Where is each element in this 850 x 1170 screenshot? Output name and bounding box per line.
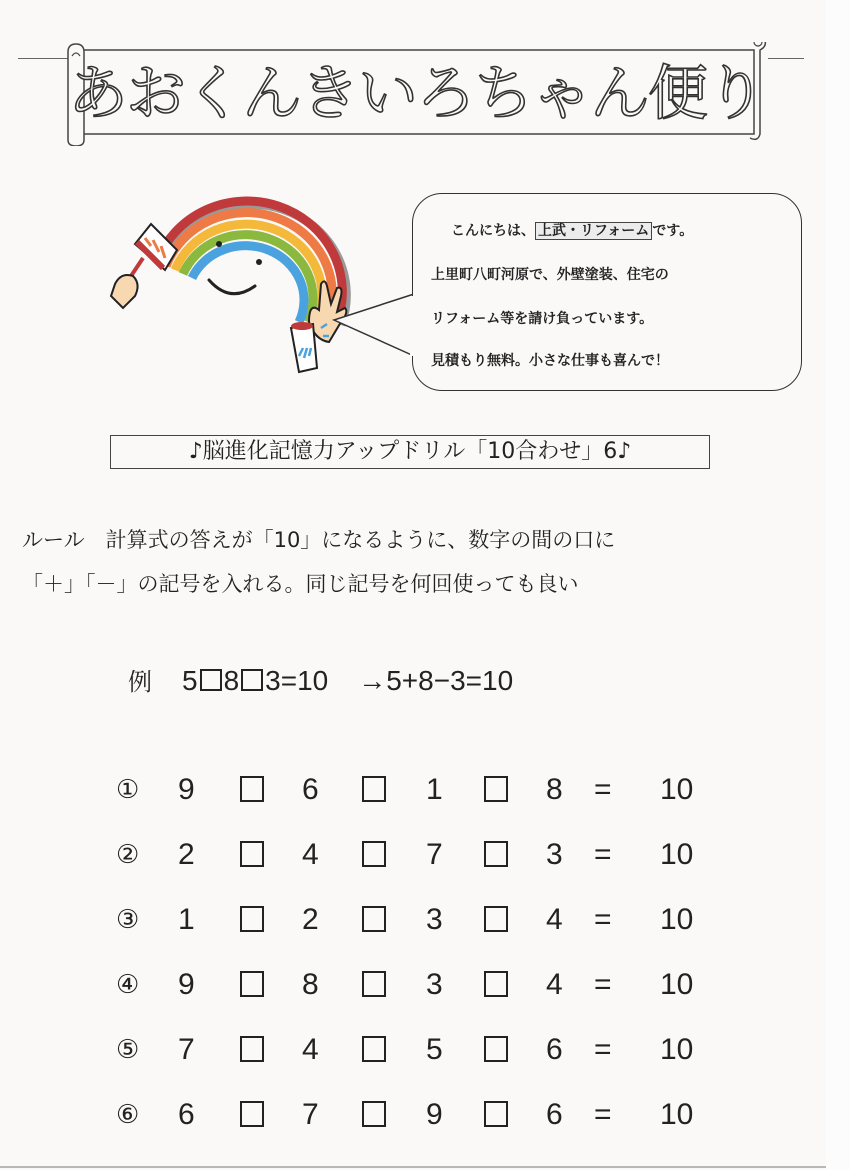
equals-sign: = (594, 1033, 612, 1066)
estimate-line: 見積もり無料。小さな仕事も喜んで！ (431, 353, 669, 369)
location-line: 上里町八町河原で、外壁塗装、住宅の (431, 267, 669, 283)
equals-sign: = (594, 1098, 612, 1131)
problem-digit: 5 (426, 1033, 443, 1066)
problem-row (116, 1095, 736, 1135)
equals-sign: = (594, 903, 612, 936)
problem-row (116, 965, 736, 1005)
operator-blank-box[interactable] (362, 1036, 386, 1062)
operator-blank-box[interactable] (362, 906, 386, 932)
equals-sign: = (594, 968, 612, 1001)
example-equation (128, 662, 513, 697)
problem-digit: 1 (426, 773, 443, 806)
problem-digit: 6 (546, 1033, 563, 1066)
operator-blank-box[interactable] (484, 776, 508, 802)
problem-digit: 8 (546, 773, 563, 806)
example-answer: →5+8−3=10 (358, 665, 514, 696)
example-equals: =10 (280, 665, 329, 696)
operator-blank-box[interactable] (240, 1101, 264, 1127)
problem-digit: 2 (302, 903, 319, 936)
operator-blank-box[interactable] (240, 971, 264, 997)
speech-bubble-tail (330, 290, 420, 370)
problem-result: 10 (660, 903, 694, 936)
blank-box (200, 669, 222, 691)
operator-blank-box[interactable] (240, 776, 264, 802)
smile-icon (209, 280, 255, 294)
example-label: 例 (128, 668, 152, 696)
speech-bubble (412, 193, 802, 391)
drill-title: ♪脳進化記憶力アップドリル「10合わせ」6♪ (110, 435, 710, 469)
rule-line-1: ルール 計算式の答えが「10」になるように、数字の間の口に (22, 528, 616, 552)
problem-row (116, 1030, 736, 1070)
greeting-text: こんにちは、 (451, 223, 535, 239)
problem-number-label: ④ (116, 970, 140, 1000)
greeting-suffix: です。 (652, 223, 694, 239)
banner-left-line (18, 58, 68, 59)
newsletter-banner (64, 42, 768, 142)
problem-digit: 3 (546, 838, 563, 871)
operator-blank-box[interactable] (484, 1036, 508, 1062)
problem-digit: 3 (426, 903, 443, 936)
problem-digit: 6 (302, 773, 319, 806)
example-number: 8 (223, 665, 240, 696)
problem-digit: 4 (302, 838, 319, 871)
problem-digit: 4 (302, 1033, 319, 1066)
example-number: 5 (182, 665, 198, 696)
problem-number-label: ② (116, 840, 140, 870)
problem-digit: 2 (178, 838, 195, 871)
problem-result: 10 (660, 968, 694, 1001)
page-edge-strip (826, 0, 850, 1170)
operator-blank-box[interactable] (484, 1101, 508, 1127)
problem-digit: 9 (178, 773, 195, 806)
eye-right-icon (256, 259, 262, 265)
eye-left-icon (216, 241, 222, 247)
equals-sign: = (594, 773, 612, 806)
problem-row (116, 900, 736, 940)
operator-blank-box[interactable] (362, 841, 386, 867)
problem-digit: 7 (178, 1033, 195, 1066)
problem-digit: 6 (178, 1098, 195, 1131)
banner-right-line (768, 58, 804, 59)
operator-blank-box[interactable] (484, 906, 508, 932)
problem-digit: 9 (178, 968, 195, 1001)
equals-sign: = (594, 838, 612, 871)
problem-row (116, 835, 736, 875)
bubble-tail-seam (410, 296, 416, 356)
problem-result: 10 (660, 773, 694, 806)
operator-blank-box[interactable] (362, 971, 386, 997)
example-number: 3 (265, 665, 281, 696)
greeting-line (451, 220, 693, 240)
operator-blank-box[interactable] (484, 971, 508, 997)
operator-blank-box[interactable] (484, 841, 508, 867)
operator-blank-box[interactable] (240, 906, 264, 932)
company-name: 上武・リフォーム (535, 222, 652, 240)
problem-digit: 3 (426, 968, 443, 1001)
problem-digit: 7 (426, 838, 443, 871)
rainbow-mascot-illustration (105, 172, 355, 386)
operator-blank-box[interactable] (362, 1101, 386, 1127)
problem-number-label: ① (116, 775, 140, 805)
blank-box (241, 669, 263, 691)
rule-line-2: 「＋」「－」の記号を入れる。同じ記号を何回使っても良い (22, 572, 579, 596)
problem-digit: 4 (546, 903, 563, 936)
problem-number-label: ③ (116, 905, 140, 935)
problem-result: 10 (660, 1098, 694, 1131)
services-line: リフォーム等を請け負っています。 (431, 311, 654, 327)
operator-blank-box[interactable] (240, 841, 264, 867)
problem-number-label: ⑥ (116, 1100, 140, 1130)
operator-blank-box[interactable] (240, 1036, 264, 1062)
problem-row (116, 770, 736, 810)
problem-digit: 9 (426, 1098, 443, 1131)
problem-number-label: ⑤ (116, 1035, 140, 1065)
problem-digit: 4 (546, 968, 563, 1001)
problem-digit: 7 (302, 1098, 319, 1131)
page-bottom-edge (0, 1166, 826, 1168)
problem-result: 10 (660, 1033, 694, 1066)
operator-blank-box[interactable] (362, 776, 386, 802)
problem-result: 10 (660, 838, 694, 871)
problem-digit: 8 (302, 968, 319, 1001)
problem-digit: 1 (178, 903, 195, 936)
newsletter-title: あおくんきいろちゃん便り (68, 59, 764, 129)
problem-digit: 6 (546, 1098, 563, 1131)
